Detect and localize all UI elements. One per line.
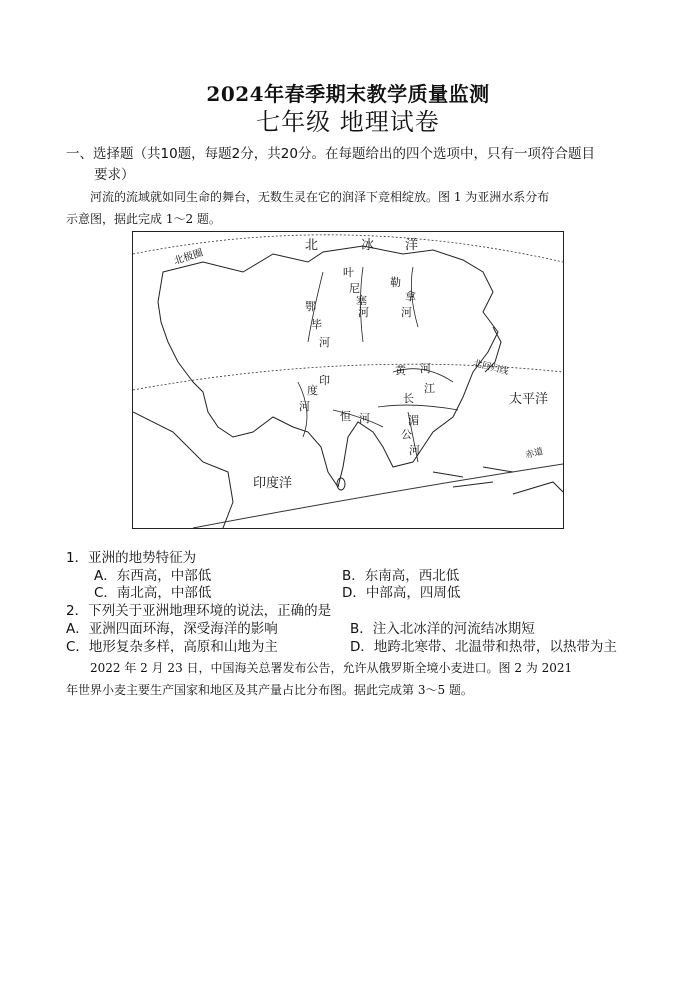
map-label-arctic-circle: 北极圈 [172,247,205,268]
section-heading-line2: 要求） [94,167,135,183]
map-label-yang: 洋 [405,238,419,253]
map-label-he6: 河 [359,412,370,425]
question-1-option-b[interactable]: B．东南高，西北低 [342,568,460,584]
map-label-le: 勒 [390,276,401,289]
map-label-bing: 冰 [361,238,375,253]
map-label-indian-ocean: 印度洋 [253,476,293,491]
passage-1-line2: 示意图，据此完成 1～2 题。 [66,212,221,226]
question-2-stem: 2．下列关于亚洲地理环境的说法，正确的是 [66,603,332,619]
question-2-option-a[interactable]: A．亚洲四面环海，深受海洋的影响 [66,621,278,637]
question-1-option-c[interactable]: C．南北高，中部低 [94,585,212,601]
map-label-he1: 河 [358,306,369,319]
map-label-yin: 印 [319,374,330,387]
map-label-tropic-of-cancer: 北回归线 [471,358,510,378]
map-label-bei: 北 [305,238,319,253]
map-label-he3: 河 [319,336,330,349]
exam-title: 2024年春季期末教学质量监测 [206,82,490,106]
map-label-he7: 河 [409,444,420,457]
map-label-he5: 河 [299,400,310,413]
section-heading [66,144,636,186]
map-label-equator: 赤道 [524,446,545,461]
passage-1-line1: 河流的流域就如同生命的舞台，无数生灵在它的润泽下竞相绽放。图 1 为亚洲水系分布 [90,190,550,204]
map-label-gong: 公 [401,428,412,441]
question-2-option-b[interactable]: B．注入北冰洋的河流结冰期短 [350,621,535,637]
map-label-jiang: 江 [424,382,435,395]
question-2-option-d[interactable]: D．地跨北寒带、北温带和热带，以热带为主 [350,639,617,655]
exam-subtitle: 七年级 地理试卷 [256,108,440,136]
passage-2-line1: 2022 年 2 月 23 日，中国海关总署发布公告，允许从俄罗斯全境小麦进口。图 2 为 2021 [90,661,573,675]
question-2-option-c[interactable]: C．地形复杂多样，高原和山地为主 [66,639,278,655]
map-label-heng: 恒 [340,410,351,423]
map-label-sai: 塞 [356,294,367,307]
map-label-pacific-ocean: 太平洋 [509,392,549,407]
map-label-e: 鄂 [305,300,316,313]
question-1-option-a[interactable]: A．东西高，中部低 [94,568,212,584]
map-label-he4: 河 [420,362,431,375]
passage-2-line2: 年世界小麦主要生产国家和地区及其产量占比分布图。据此完成第 3～5 题。 [66,683,473,697]
asia-river-map [132,231,564,529]
map-label-bi: 毕 [311,318,322,331]
map-label-ni: 尼 [349,282,360,295]
question-1-stem: 1．亚洲的地势特征为 [66,550,197,566]
passage-2 [66,657,632,701]
map-label-chang: 长 [403,392,414,405]
passage-1 [66,186,632,230]
map-label-du: 度 [307,384,318,397]
question-1-option-d[interactable]: D．中部高，四周低 [342,585,461,601]
map-label-mei: 湄 [408,414,419,427]
section-heading-line1: 一、选择题（共10题，每题2分，共20分。在每题给出的四个选项中，只有一项符合题目 [66,146,595,162]
map-label-he2: 河 [401,306,412,319]
map-label-na: 拿 [405,290,416,303]
map-label-ye: 叶 [343,266,354,279]
map-label-huang: 黄 [395,364,406,377]
